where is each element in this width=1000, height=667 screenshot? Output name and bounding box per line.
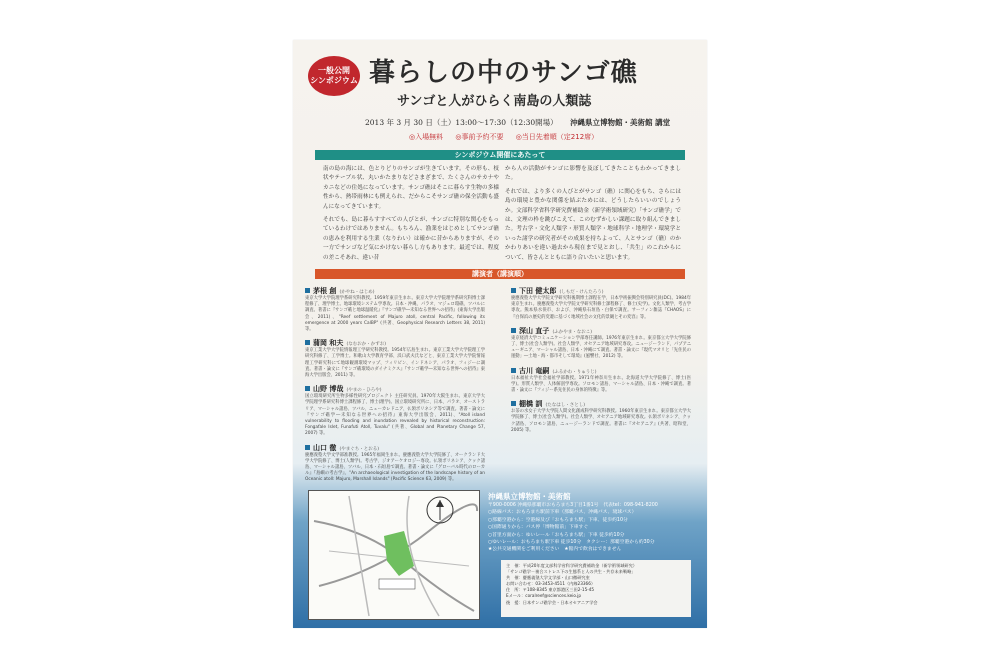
speakers-right-column — [511, 286, 691, 439]
speaker-bio: 日本福祉大学社会福祉学部教授。1971年神奈川生まれ。北海道大学大学院修了、博士(医学)。形質人類学、人体解剖学専攻。ソロモン諸島、マーシャル諸島、日本・沖縄で調査。著書・論文に『フィジー系先住民の身体的特徴』等。 — [511, 375, 691, 394]
speaker-reading: (かやね・はじめ) — [339, 290, 375, 295]
speaker-entry — [305, 443, 485, 484]
speaker-name: 山口 徹 — [313, 443, 337, 452]
speaker-bio: 東京大学大学院理学系研究科教授。1959年東京生まれ。東京大学大学院理学系研究科博士課程修了、理学博士。地球環境システム学専攻。日本・沖縄、パラオ、マジュロ環礁、ツバルに調査。著書に『サンゴ礁と地球温暖化』『サンゴ礁学―未知なる世界への招待』(東海大学出版会、2011)、"Reef settlement of Majuro atoll, central Pacific, following its emergence at 2000 years CalBP" (共著、Geophysical Research Letters 38, 2011) 等。 — [305, 296, 485, 333]
intro-paragraph: 南の島の海には、色とりどりのサンゴが生きています。その形も、枝状やテーブル状、丸いかたまりなどさまざまで、たくさんのサカナやカニなどの住処になっています。サンゴ礁はそこに暮らす生物の多様性から、熱帯雨林にも例えられ、だからこそサンゴ礁の保全活動も盛んになってきています。 — [323, 166, 499, 210]
flyer-subtitle: サンゴと人がひらく南島の人類誌 — [397, 94, 592, 109]
organizer-line: お問い合わせ：03-3453-4511（内線23366） — [506, 581, 596, 587]
speaker-name: 下田 健太郎 — [519, 287, 557, 295]
access-line: ★公共交通機関をご利用ください ★館内で飲食はできません — [488, 547, 622, 553]
access-line: ○国際通りから：バス停「博物館前」下車すぐ — [488, 525, 589, 531]
venue-name: 沖縄県立博物館・美術館 — [488, 492, 571, 501]
speaker-name: 蒲岡 和夫 — [313, 339, 344, 348]
speaker-bio: 慶應義塾大学文学部准教授。1965年福岡生まれ。慶應義塾大学大学院修了、オークランド大学大学院修了、博士(人類学)。考古学、ジオアーケオロジー専攻。仏領ポリネシア、クック諸島、マーシャル諸島、ツバル、日本・石垣島で調査。著書・論文に『グローバル時代のローカル』『島嶼の考古学』、"An archaeological investigation of the landscape history of an Oceanic atoll: Majuro, Marshall Islands" (Pacific Science 63, 2009) 等。 — [305, 452, 485, 483]
speaker-name: 古川 竜嗣 — [519, 366, 550, 375]
intro-section-header: シンポジウム開催にあたって — [315, 150, 685, 160]
organizer-line: 「サンゴ礁学－複合ストレス下の生態系と人の共生・共存未来戦略」 — [506, 569, 636, 575]
speaker-name: 山野 博哉 — [313, 385, 344, 394]
badge-line1: 一般公開 — [318, 66, 350, 75]
speaker-name-row — [305, 286, 485, 296]
speaker-entry — [511, 399, 691, 434]
square-bullet-icon — [305, 288, 310, 293]
speaker-entry — [305, 286, 485, 333]
access-line: ○首里方面から：ゆいレール「おもろまち駅」下車 徒歩約10分 — [488, 532, 625, 538]
symposium-flyer — [293, 40, 707, 628]
speaker-reading: (やまぐち・とおる) — [339, 446, 379, 452]
speaker-reading: (なむおか・かずお) — [346, 342, 386, 348]
organizer-box — [501, 560, 691, 617]
speaker-entry — [511, 366, 691, 395]
speaker-name: 茅根 創 — [313, 287, 337, 295]
venue-address: 〒900-0006 沖縄県那覇市おもろまち3丁目1番1号 代表tel：098-941-8200 — [488, 503, 658, 508]
square-bullet-icon — [305, 340, 310, 345]
speaker-name-row — [305, 384, 485, 394]
square-bullet-icon — [511, 401, 516, 406]
venue-info — [488, 492, 700, 554]
speaker-name-row — [511, 366, 691, 376]
speaker-bio: 国立環境研究所生物多様性研究プロジェクト 主任研究員。1970年大阪生まれ。東京大学大学院理学系研究科博士課程修了、博士(理学)。国立環境研究所に、日本、パラオ、オーストラリア、マーシャル諸島、ツバル、ニューカレドニア、仏領ポリネシア等で調査。著書・論文に『サンゴ礁学―未知なる世界への招待』東海大学出版会、2011)、"Atoll island vulnerability to flooding and inundation revealed by historical reconstruction: Fongafale Islet, Funafuti Atoll, Tuvalu" (共著、Global and Planetary Change 57, 2007) 等。 — [305, 394, 485, 437]
speaker-entry — [305, 384, 485, 437]
admission-notes — [409, 132, 689, 142]
access-line: ○ゆいレール：おもろまち駅下車 徒歩10分 タクシー：那覇空港から約30分 — [488, 540, 655, 546]
organizer-line: Eメール：coralreef@sciences.keio.jp — [506, 593, 581, 599]
event-venue: 沖縄県立博物館・美術館 講堂 — [570, 118, 671, 127]
square-bullet-icon — [305, 445, 310, 450]
speaker-name-row — [511, 286, 691, 296]
speakers-section-header: 講演者（講演順） — [315, 269, 685, 279]
map-graphic — [309, 491, 479, 619]
organizer-line: 住 所：〒108-8345 東京都港区三田2-15-45 — [506, 587, 595, 593]
intro-paragraph: それでも、島に暮らすすべての人びとが、サンゴに特別な関心をもっているわけではありません。もちろん、漁業をはじめとしてサンゴ礁の恵みを利用する生業（なりわい）は確かに昔からありますが、その一方でサンゴなど気にかけない暮らし方もあります。最近では、程度の差こそあれ、違い昔 — [323, 217, 499, 261]
speaker-reading: (しもだ・けんたろう) — [559, 290, 604, 295]
speaker-name: 深山 直子 — [519, 326, 550, 335]
speaker-bio: 東京工業大学大学院情報理工学研究科教授。1954年広島生まれ。東京工業大学大学院理工学研究科修了、工学博士。和歌山大学教育学部、浜口武夫氏などと、東京工業大学大学院情報理工学研究科にて地球観測環境マップ、フィリピン、インドネシア、パラオ、フィジーに調査。著書・論文に『サンゴ礁環境のダイナミクス』『サンゴ礁学―未知なる世界への招待』東海大学出版会、2011) 等。 — [305, 348, 485, 379]
square-bullet-icon — [511, 288, 516, 293]
square-bullet-icon — [511, 368, 516, 373]
badge-line2: シンポジウム — [310, 76, 358, 85]
public-symposium-badge — [308, 56, 360, 96]
speaker-name-row — [511, 399, 691, 409]
speaker-name-row — [305, 338, 485, 348]
organizer-line: 後 援：日本サンゴ礁学会・日本オセアニア学会 — [506, 599, 598, 605]
square-bullet-icon — [511, 328, 516, 333]
speakers-left-column — [305, 286, 485, 489]
speaker-bio: お茶の水女子大学大学院人間文化創成科学研究科教授。1960年東京生まれ。東京都立大学大学院修了、博士(社会人類学)。社会人類学、オセアニア地域研究専攻。仏領ポリネシア、クック諸島、ソロモン諸島、ニュージーランドで調査。著書に『オセアニア』(共著、昭和堂、2005) 等。 — [511, 409, 691, 433]
access-line: ○路線バス：おもろまち駅前下車（那覇バス、沖縄バス、琉球バス） — [488, 510, 637, 516]
speaker-reading: (やまの・ひろや) — [346, 388, 382, 394]
speaker-reading: (ふるかわ・りゅうじ) — [552, 369, 597, 375]
event-date-time: 2013 年 3 月 30 日（土）13:00～17:30（12:30開場） — [365, 118, 558, 127]
organizer-line: 共 催：慶應義塾大学文学部・山口徹研究室 — [506, 575, 590, 581]
speaker-name: 棚橋 訓 — [519, 400, 543, 409]
flyer-title: 暮らしの中のサンゴ礁 — [369, 58, 638, 88]
speaker-bio: 慶應義塾大学大学院文学研究科後期博士課程在学、日本学術振興会特別研究員(DC)。1984年東京生まれ。慶應義塾大学大学院文学研究科修士課程修了、修士(史学)。文化人類学、考古学専攻。熊本県水俣市、および、沖縄県石垣島・白保で調査。サーフィン雑誌『CHAOS』に『白保浜の歴史的変遷に基づく地域社会の文化的景観とその変容』等。 — [511, 296, 691, 320]
square-bullet-icon — [305, 386, 310, 391]
intro-paragraph: から人の活動がサンゴに影響を及ぼしてきたこともわかってきました。 — [505, 166, 681, 182]
speaker-entry — [511, 326, 691, 361]
note-free: ◎入場無料 — [409, 133, 444, 141]
access-map — [308, 490, 480, 620]
intro-paragraph: それでは、より多くの人びとがサンゴ（礁）に関心をもち、さらには島の環境と豊かな関係を結ぶためには、どうしたらいいのでしょうか。文部科学省科学研究費補助金（新学術領域研究）「サンゴ礁学」では、文理の枠を跳びこえて、このむずかしい課題に取り組んできました。考古学・文化人類学・形質人類学・地球科学・地理学・環境学といった諸学の研究者がその成果を持ちよって、人とサンゴ（礁）のかかわりあいを違い過去から現在まで見とおし、「共生」のこれからについて、皆さんとともに語り合いたいと思います。 — [505, 188, 681, 261]
speaker-name-row — [511, 326, 691, 336]
speaker-bio: 東京経済大学コミュニケーション学部専任講師。1976年東京生まれ。東京都立大学大学院修了、博士(社会人類学)。社会人類学、オセアニア地域研究専攻。ニュージーランド、パプアニューギニア、マーシャル諸島、日本・沖縄にて調査。著書・論文に『現代マオリと「先住民の運動」―土地・海・都市そして環境』(風響社、2012) 等。 — [511, 335, 691, 360]
speaker-name-row — [305, 443, 485, 453]
intro-right-column — [505, 165, 681, 267]
speaker-entry — [511, 286, 691, 321]
note-no-reservation: ◎事前予約不要 — [455, 133, 504, 141]
access-line: ○那覇空港から：空港線及び「おもろまち駅」下車、徒歩約10分 — [488, 517, 628, 523]
note-first-come: ◎当日先着順（定212席） — [515, 133, 599, 141]
speaker-entry — [305, 338, 485, 379]
speaker-reading: (ふかやま・なおこ) — [552, 329, 592, 335]
event-info — [365, 117, 695, 128]
intro-left-column — [323, 165, 499, 267]
speaker-reading: (たなはし・さとし) — [545, 403, 585, 409]
organizer-line: 主 催：平成20年度文部科学省科学研究費補助金（新学術領域研究） — [506, 563, 637, 568]
